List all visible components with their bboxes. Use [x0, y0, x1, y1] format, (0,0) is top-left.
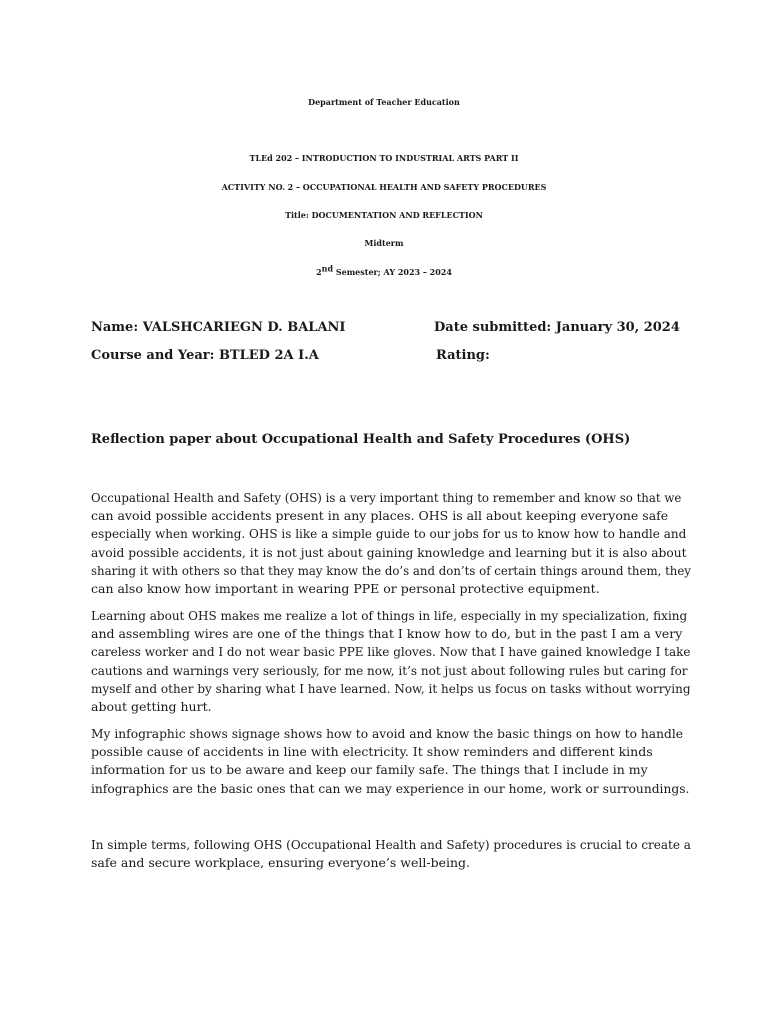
paragraph-line: Occupational Health and Safety (OHS) is a very important thing to remember and know so that we [91, 491, 682, 505]
student-name: Name: VALSHCARIEGN D. BALANI [91, 320, 346, 335]
document-title: Title: DOCUMENTATION AND REFLECTION [285, 210, 483, 220]
paragraph-line: infographics are the basic ones that can we may experience in our home, work or surroundings. [91, 781, 690, 796]
paragraph-line: myself and other by sharing what I have learned. Now, it helps us focus on tasks without worrying [91, 681, 691, 696]
paragraph-line: information for us to be aware and keep our family safe. The things that I include in my [91, 762, 648, 778]
paragraph-line: possible cause of accidents in line with electricity. It show reminders and different kinds [91, 744, 653, 760]
paragraph-line: avoid possible accidents, it is not just about gaining knowledge and learning but it is also about [91, 545, 687, 560]
department-line: Department of Teacher Education [308, 97, 460, 107]
paragraph-line: and assembling wires are one of the things that I know how to do, but in the past I am a very [91, 626, 683, 642]
semester-text: Semester; AY 2023 – 2024 [333, 267, 452, 277]
paragraph-line: can avoid possible accidents present in any places. OHS is all about keeping everyone safe [91, 508, 669, 524]
date-submitted: Date submitted: January 30, 2024 [434, 320, 680, 335]
semester-ordinal: nd [321, 263, 334, 274]
paragraph-line: safe and secure workplace, ensuring everyone’s well-being. [91, 855, 471, 871]
paragraph-line: about getting hurt. [91, 699, 212, 715]
semester-number: 2 [316, 267, 322, 277]
course-year: Course and Year: BTLED 2A I.A [91, 348, 319, 363]
paragraph-1 [91, 489, 691, 598]
paragraph-3 [91, 725, 690, 798]
course-title: TLEd 202 – INTRODUCTION TO INDUSTRIAL ARTS PART II [249, 153, 519, 163]
rating-label: Rating: [436, 348, 490, 363]
paragraph-2 [91, 607, 691, 716]
paragraph-line: Learning about OHS makes me realize a lot of things in life, especially in my specialization, fixing [91, 609, 688, 623]
paragraph-line: careless worker and I do not wear basic PPE like gloves. Now that I have gained knowledge I take [91, 645, 691, 660]
reflection-heading: Reflection paper about Occupational Health and Safety Procedures (OHS) [91, 432, 631, 447]
term-line: Midterm [364, 238, 404, 248]
paragraph-line: especially when working. OHS is like a simple guide to our jobs for us to know how to handle and [91, 527, 687, 542]
paragraph-line: My infographic shows signage shows how to avoid and know the basic things on how to handle [91, 727, 684, 741]
paragraph-line: can also know how important in wearing PPE or personal protective equipment. [91, 581, 600, 597]
paragraph-4 [91, 836, 691, 872]
paragraph-line: sharing it with others so that they may know the do’s and don’ts of certain things around them, they [91, 563, 691, 578]
paragraph-line: cautions and warnings very seriously, for me now, it’s not just about following rules but caring for [91, 663, 688, 678]
paragraph-line: In simple terms, following OHS (Occupational Health and Safety) procedures is crucial to create a [91, 838, 691, 852]
activity-line: ACTIVITY NO. 2 – OCCUPATIONAL HEALTH AND SAFETY PROCEDURES [221, 182, 547, 192]
semester-line [0, 264, 768, 280]
